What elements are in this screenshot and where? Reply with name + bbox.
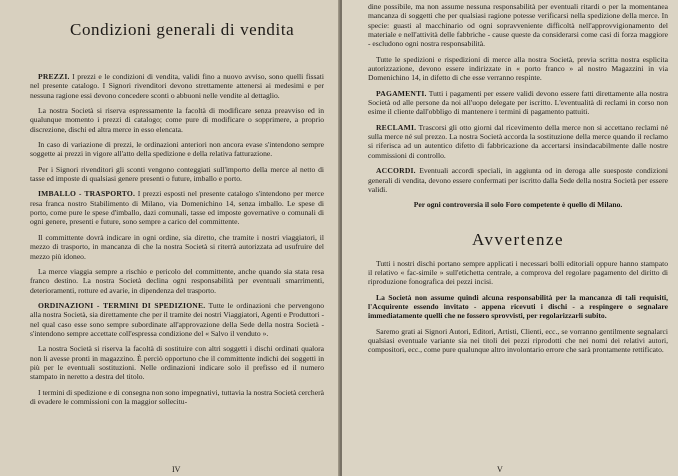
condition-paragraph: [30, 106, 324, 134]
section-text: La merce viaggia sempre a rischio e pericolo del committente, anche quando sia stata resa franco destino. La nostra Società declina ogni responsabilità per eventuali smarrimenti, deterioramenti, rotture ed avarie, in dipendenza del trasporto.: [30, 266, 324, 295]
page-number-right: V: [497, 465, 503, 474]
condition-paragraph: [30, 301, 324, 338]
section-heading: PAGAMENTI.: [376, 88, 427, 98]
condition-paragraph: [30, 72, 324, 100]
condition-paragraph: [368, 2, 668, 49]
condition-paragraph: [30, 165, 324, 184]
warning-paragraph: Saremo grati ai Signori Autori, Editori, Artisti, Clienti, ecc., se vorranno gentilmente segnalarci qualsiasi eventuale variante sia nei titoli dei pezzi riprodotti che nei nomi dei relativi autori, compositori, ecc., come pure qualunque altro involontario errore che sarà prontamente rettificato.: [368, 326, 668, 355]
section-text: Trascorsi gli otto giorni dal ricevimento della merce non si accettano reclami né sulla merce né sul prezzo. La nostra Società accorda la sostituzione della merce quando il reclamo si riferisca ad un autentico difetto di fabbricazione da accertarsi insindacabilmente dalle nostre commissioni di controllo.: [368, 122, 669, 160]
warning-paragraph-bold: La Società non assume quindi alcuna responsabilità per la mancanza di tali requisiti, l'Acquirente essendo invitato - appena ricevuti i dischi - a respingere o segnalare immediatamente quelli che ne fossero sprovvisti, per regolarizzarli subito.: [368, 292, 668, 321]
jurisdiction-note: Per ogni controversia il solo Foro competente è quello di Milano.: [413, 200, 623, 210]
section-text: Per i Signori rivenditori gli sconti vengono conteggiati sull'importo della merce al netto di tasse ed imposte di qualsiasi genere presenti o future, imballo e porto.: [30, 164, 324, 184]
section-text: dine possibile, ma non assume nessuna responsabilità per eventuali ritardi o per la momentanea mancanza di soggetti che per qualsiasi ragione potesse verificarsi nella spedizione della merce. In specie: guasti al macchinario od ogni sopravveniente difficoltà nell'approvvigionamento del materiale e nell'attività delle fabbriche - cause queste da considerarsi come casi di forza maggiore - escludono ogni nostra responsabilità.: [368, 2, 668, 49]
condition-paragraph: [30, 267, 324, 295]
condition-paragraph: [368, 166, 668, 194]
right-page: [342, 0, 678, 476]
warning-paragraph: Tutti i nostri dischi portano sempre applicati i necessari bolli editoriali oppure hanno stampato il relativo « fac-simile » sull'etichetta centrale, a comprova del regolare pagamento del diritto di riproduzione fonografica dei pezzi incisi.: [368, 258, 668, 287]
page-number-left: IV: [172, 465, 181, 474]
section-text: Il committente dovrà indicare in ogni ordine, sia diretto, che tramite i nostri viaggiatori, il mezzo di trasporto, in mancanza di che la nostra Società si riterrà autorizzata ad usufruire del mezzo più idoneo.: [30, 232, 324, 261]
condition-paragraph: [30, 344, 324, 381]
page-title: Condizioni generali di vendita: [70, 20, 295, 39]
condition-paragraph: [30, 233, 324, 261]
left-sections: [30, 72, 324, 406]
condition-paragraph: [30, 140, 324, 159]
condition-paragraph: [30, 388, 324, 407]
warnings-title: Avvertenze: [471, 229, 565, 249]
condition-paragraph: [30, 189, 324, 226]
section-text: I prezzi e le condizioni di vendita, validi fino a nuovo avviso, sono quelli fissati nel presente catalogo. I Signori rivenditori devono strettamente attenersi ai medesimi e per nessuna ragione essi devono concedere sconti o abbuoni nelle vendite al dettaglio.: [30, 72, 324, 100]
section-text: In caso di variazione di prezzi, le ordinazioni anteriori non ancora evase s'intendono sempre soggette ai prezzi in vigore all'atto della spedizione e della relativa fatturazione.: [30, 140, 324, 159]
condition-paragraph: [368, 89, 668, 117]
section-text: La nostra Società si riserva la facoltà di sostituire con altri soggetti i dischi ordinati qualora non li avesse pronti in magazzino. È perciò opportuno che il committente indichi dei soggetti in più per le eventuali sostituzioni. Nelle ordinazioni indicare solo il prefisso ed il numero stampato in neretto a destra del titolo.: [30, 344, 324, 382]
section-text: Tutte le ordinazioni che pervengono alla nostra Società, sia direttamente che per il tramite dei nostri Viaggiatori, Agenti e Produttori - nel qual caso esse sono sempre subordinate all'approvazione della Sede della nostra Società - s'intendono sempre accettate coll'espressa condizione del « Salvo il venduto ».: [30, 300, 324, 338]
section-heading: ACCORDI.: [376, 166, 416, 176]
section-heading: RECLAMI.: [376, 122, 417, 132]
condition-paragraph: [368, 55, 668, 83]
section-text: I prezzi esposti nel presente catalogo s'intendono per merce resa franca nostro Stabilimento di Milano, via Domenichino 14, senza imballo. Le spese di porto, come pure le spese d'imballo, dazi comunali, tasse ed imposte governative o comunali di ogni genere, presenti e future, sono sempre a carico del committente.: [30, 189, 325, 227]
section-heading: PREZZI.: [38, 72, 70, 81]
right-sections: [368, 2, 668, 194]
section-text: La nostra Società si riserva espressamente la facoltà di modificare senza preavviso ed in qualunque momento i prezzi di catalogo; come pure di modificare o sopprimere, a proprio discrezione, dischi ed altra merce in esso elencata.: [30, 106, 324, 134]
section-text: I termini di spedizione e di consegna non sono impegnativi, tuttavia la nostra Società cercherà di evadere le commissioni con la maggior sollecitu-: [30, 387, 324, 406]
section-text: Tutti i pagamenti per essere validi devono essere fatti direttamente alla nostra Società od alle persone da noi all'uopo delegate per iscritto. L'eventualità di reclami in corso non esime il cliente dall'obbligo di mantenere i termini di pagamento pattuiti.: [368, 88, 669, 117]
section-text: Tutte le spedizioni e rispedizioni di merce alla nostra Società, previa scritta nostra esplicita autorizzazione, devono essere indirizzate in « porto franco » al nostro Magazzini in via Domenichino 14, in difetto di che esse verranno respinte.: [368, 54, 668, 83]
section-heading: IMBALLO - TRASPORTO.: [38, 189, 136, 199]
condition-paragraph: [368, 123, 668, 160]
section-heading: ORDINAZIONI - TERMINI DI SPEDIZIONE.: [38, 300, 206, 310]
section-text: Eventuali accordi speciali, in aggiunta od in deroga alle suesposte condizioni generali di vendita, devono essere confermati per iscritto dalla Sede della nostra Società per essere validi.: [368, 166, 669, 194]
